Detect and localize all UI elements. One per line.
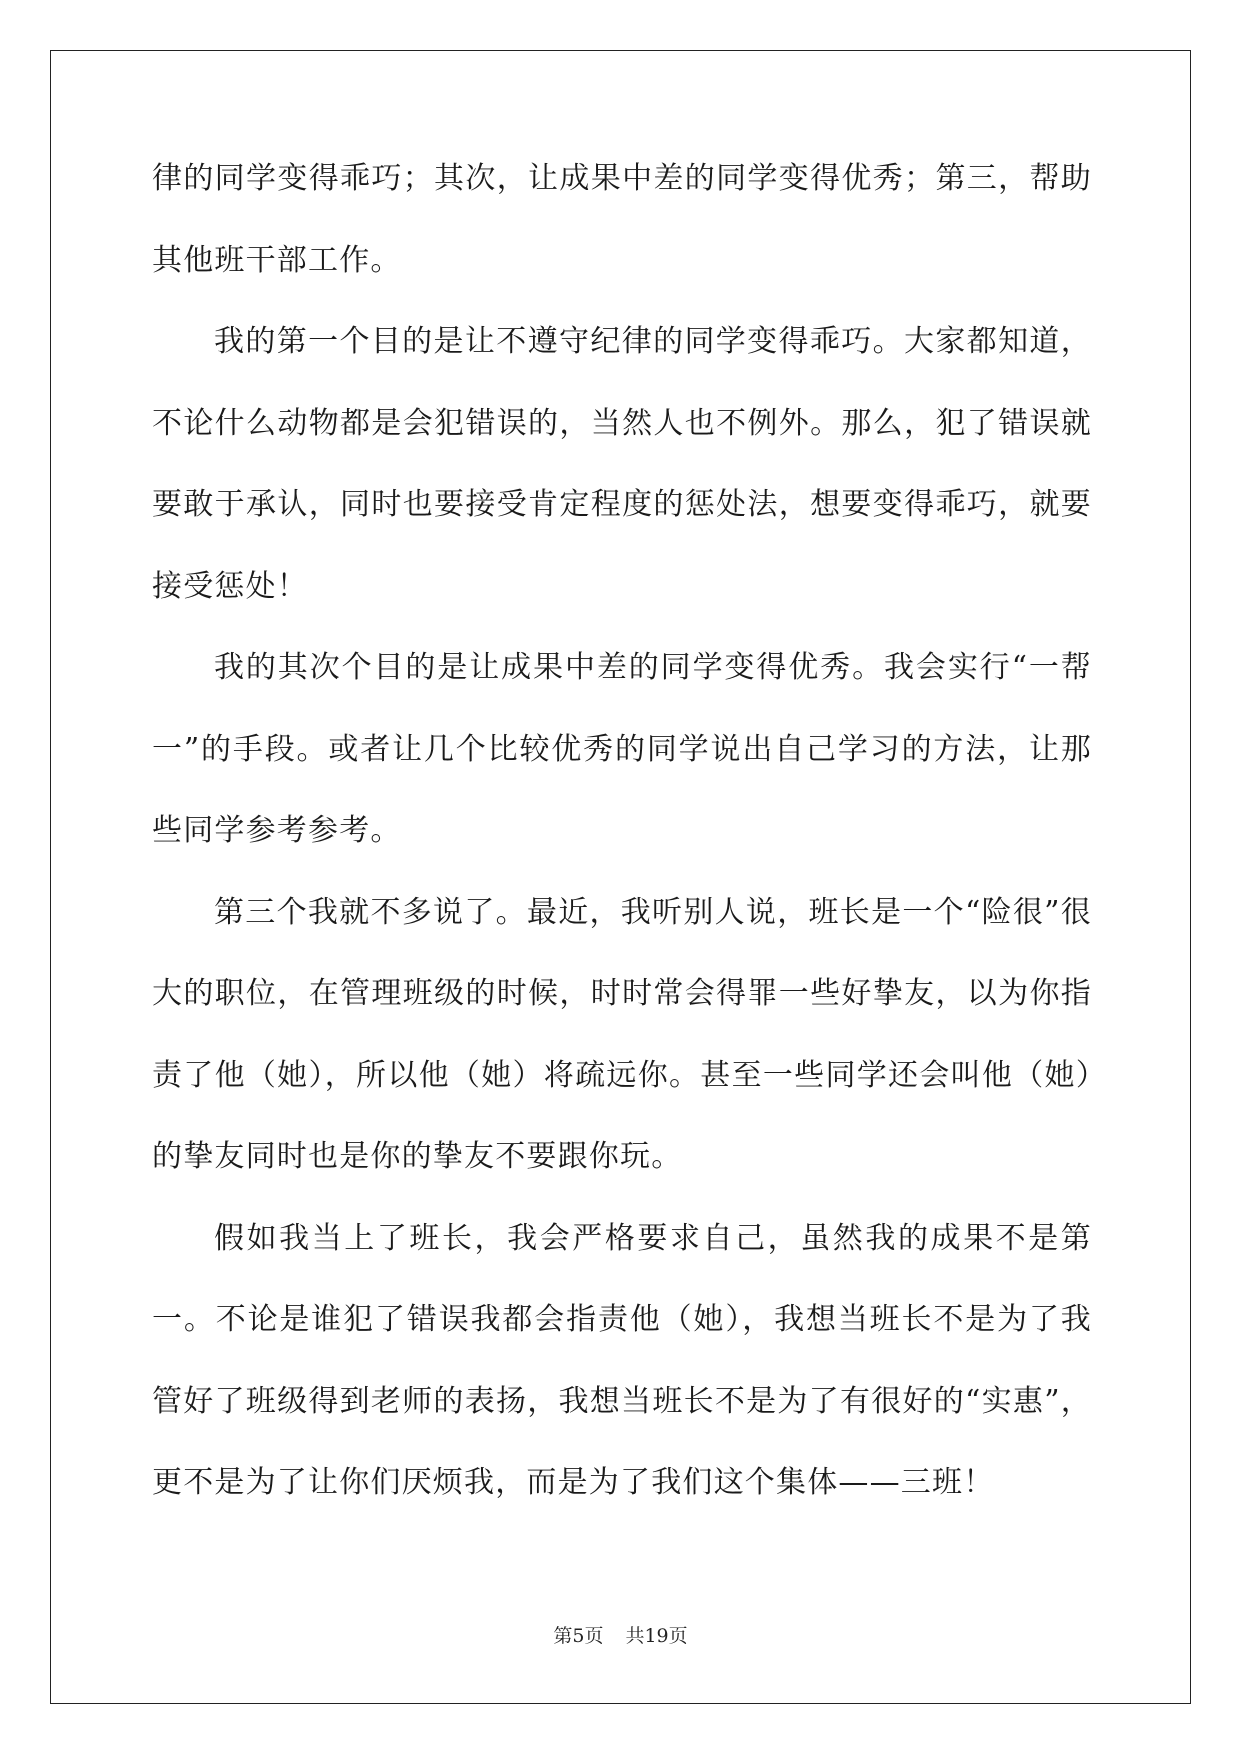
paragraph-2: 我的第一个目的是让不遵守纪律的同学变得乖巧。大家都知道，不论什么动物都是会犯错误的，当然人也不例外。那么，犯了错误就要敢于承认，同时也要接受肯定程度的惩处法，想要变得乖巧，就要接受惩处！	[152, 324, 1092, 604]
page-total: 共19页	[625, 1625, 688, 1647]
paragraph-5: 假如我当上了班长，我会严格要求自己，虽然我的成果不是第一。不论是谁犯了错误我都会指责他（她），我想当班长不是为了我管好了班级得到老师的表扬，我想当班长不是为了有很好的“实惠”，更不是为了让你们厌烦我，而是为了我们这个集体——三班！	[152, 1220, 1092, 1500]
paragraph-1: 律的同学变得乖巧；其次，让成果中差的同学变得优秀；第三，帮助其他班干部工作。	[152, 161, 1092, 278]
document-body	[152, 160, 1092, 1524]
paragraph-3: 我的其次个目的是让成果中差的同学变得优秀。我会实行“一帮一”的手段。或者让几个比较优秀的同学说出自己学习的方法，让那些同学参考参考。	[152, 650, 1092, 848]
page-footer	[0, 1621, 1241, 1648]
paragraph-4: 第三个我就不多说了。最近，我听别人说，班长是一个“险很”很大的职位，在管理班级的时候，时时常会得罪一些好挚友，以为你指责了他（她），所以他（她）将疏远你。甚至一些同学还会叫他（她）的挚友同时也是你的挚友不要跟你玩。	[152, 894, 1092, 1174]
page-number: 第5页	[553, 1625, 604, 1647]
